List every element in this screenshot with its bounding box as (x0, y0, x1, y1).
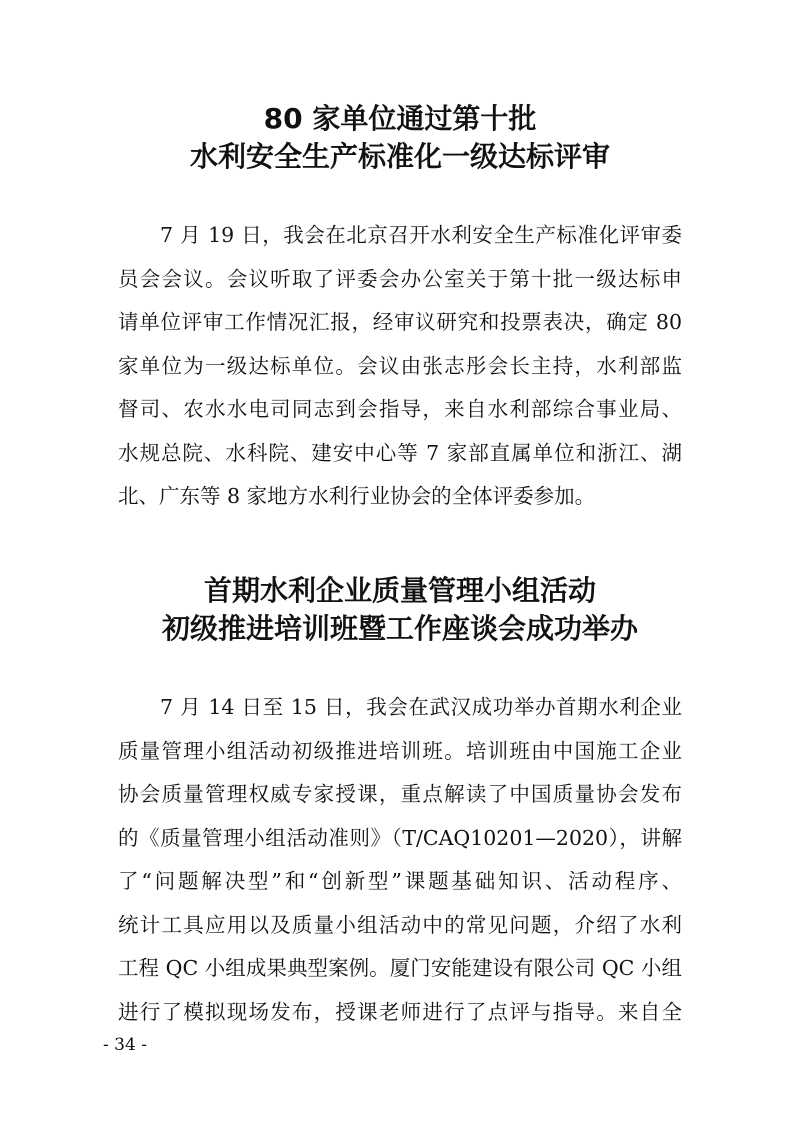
article2-line: 质量管理小组活动初级推进培训班。培训班由中国施工企业 (118, 738, 682, 763)
article2-title-line1: 首期水利企业质量管理小组活动 (203, 574, 596, 607)
article1-title-line1: 80 家单位通过第十批 (263, 102, 537, 135)
article2-body (118, 686, 682, 1034)
article2-line: 工程 QC 小组成果典型案例。厦门安能建设有限公司 QC 小组 (118, 956, 682, 980)
article1-line: 员会会议。会议听取了评委会办公室关于第十批一级达标申 (118, 266, 682, 291)
article1-line: 督司、农水水电司同志到会指导，来自水利部综合事业局、 (118, 397, 682, 421)
article2-line: 的《质量管理小组活动准则》（T/CAQ10201—2020），讲解 (118, 825, 682, 850)
article1-line: 北、广东等 8 家地方水利行业协会的全体评委参加。 (118, 484, 596, 508)
article1-line: 7 月 19 日，我会在北京召开水利安全生产标准化评审委 (160, 223, 682, 247)
article1-body (118, 214, 682, 519)
article2-line: 7 月 14 日至 15 日，我会在武汉成功举办首期水利企业 (160, 695, 682, 719)
article1-line: 水规总院、水科院、建安中心等 7 家部直属单位和浙江、湖 (118, 440, 682, 465)
page-number: - 34 - (103, 1035, 147, 1055)
article1-title-line2: 水利安全生产标准化一级达标评审 (189, 140, 610, 173)
article2-line: 统计工具应用以及质量小组活动中的常见问题，介绍了水利 (118, 912, 682, 937)
article2-line: 协会质量管理权威专家授课，重点解读了中国质量协会发布 (118, 782, 682, 806)
article2-line: 了“问题解决型”和“创新型”课题基础知识、活动程序、 (118, 869, 682, 893)
article2-title (0, 572, 800, 648)
article2-title-line2: 初级推进培训班暨工作座谈会成功举办 (161, 612, 638, 645)
article1-title (0, 100, 800, 176)
article1-line: 请单位评审工作情况汇报，经审议研究和投票表决，确定 80 (118, 310, 682, 334)
article2-line: 进行了模拟现场发布，授课老师进行了点评与指导。来自全 (118, 999, 682, 1024)
article1-line: 家单位为一级达标单位。会议由张志彤会长主持，水利部监 (118, 353, 682, 378)
